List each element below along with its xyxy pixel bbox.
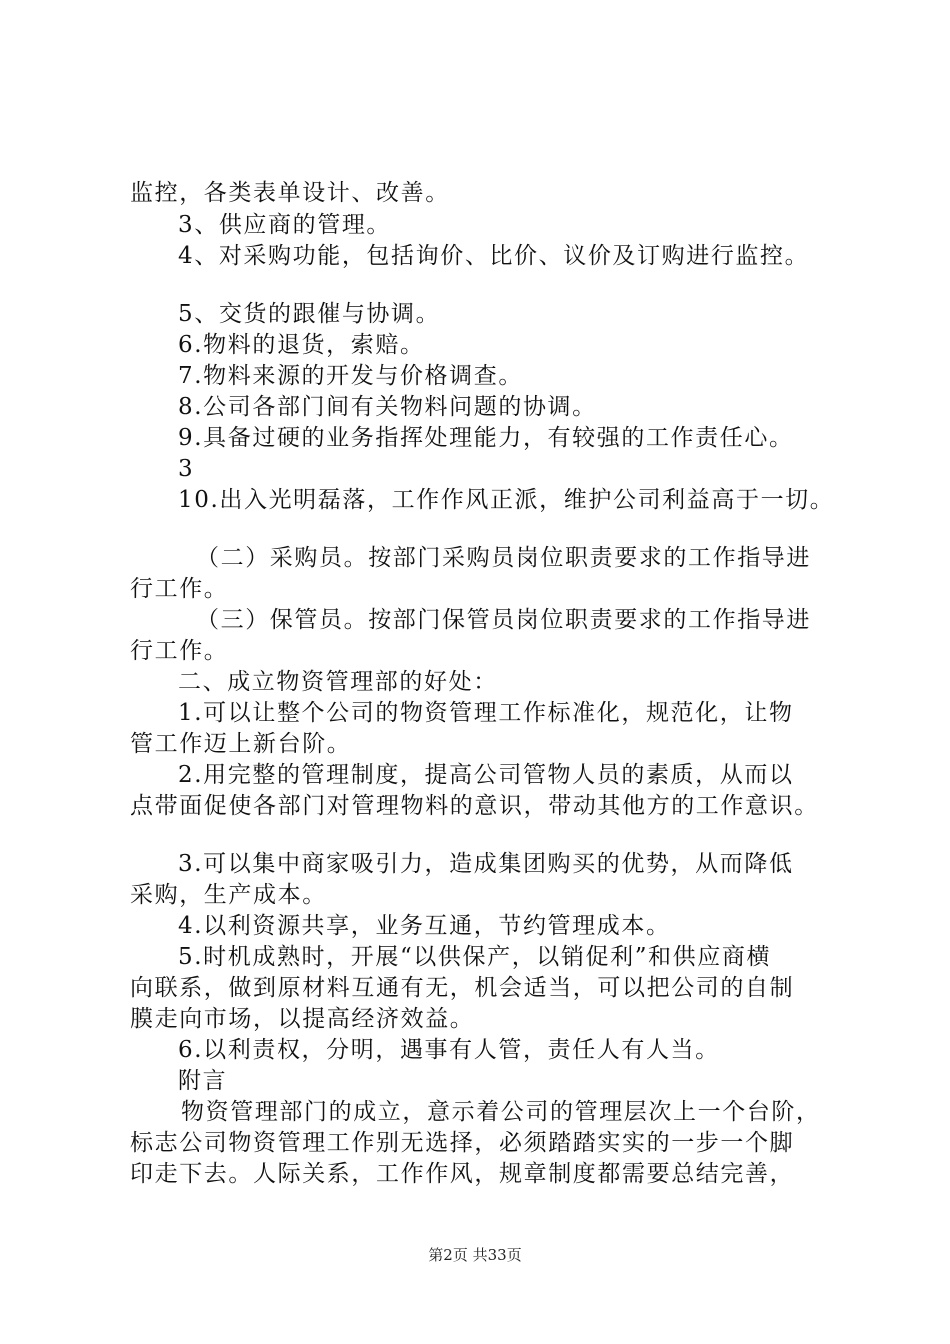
text-line: （三）保管员。按部门保管员岗位职责要求的工作指导进 [196,607,811,633]
text-line: 3、供应商的管理。 [178,212,392,238]
section-heading: 附言 [178,1068,228,1094]
text-line: 5.时机成熟时，开展“以供保产，以销促利”和供应商横 [178,944,772,970]
text-line: 8.公司各部门间有关物料问题的协调。 [178,394,597,420]
text-line: 膜走向市场，以提高经济效益。 [130,1006,475,1032]
text-line: 管工作迈上新台阶。 [130,731,352,757]
text-line: 5、交货的跟催与协调。 [178,301,441,327]
page-number-footer: 第2页 共33页 [428,1246,522,1264]
text-line: 向联系，做到原材料互通有无，机会适当，可以把公司的自制 [130,975,795,1001]
text-line: 4.以利资源共享，业务互通，节约管理成本。 [178,913,671,939]
text-line: 3 [178,456,195,482]
text-line: 4、对采购功能，包括询价、比价、议价及订购进行监控。 [178,243,810,269]
text-line: 点带面促使各部门对管理物料的意识，带动其他方的工作意识。 [130,793,819,819]
text-line: 标志公司物资管理工作别无选择，必须踏踏实实的一步一个脚 [130,1130,795,1156]
text-line: 1.可以让整个公司的物资管理工作标准化，规范化，让物 [178,700,794,726]
text-line: 2.用完整的管理制度，提高公司管物人员的素质，从而以 [178,762,794,788]
text-line: 行工作。 [130,638,229,664]
text-line: 10.出入光明磊落，工作作风正派，维护公司利益高于一切。 [178,487,835,513]
section-heading: 二、成立物资管理部的好处： [178,669,498,695]
text-line: （二）采购员。按部门采购员岗位职责要求的工作指导进 [196,545,811,571]
text-line: 9.具备过硬的业务指挥处理能力，有较强的工作责任心。 [178,425,794,451]
text-line: 印走下去。人际关系，工作作风，规章制度都需要总结完善， [130,1161,795,1187]
text-line: 3.可以集中商家吸引力，造成集团购买的优势，从而降低 [178,851,794,877]
text-line: 物资管理部门的成立，意示着公司的管理层次上一个台阶， [181,1099,821,1125]
text-line: 7.物料来源的开发与价格调查。 [178,363,523,389]
text-line: 行工作。 [130,576,229,602]
text-line: 6.以利责权，分明，遇事有人管，责任人有人当。 [178,1037,720,1063]
text-line: 6.物料的退货，索赔。 [178,332,425,358]
text-line: 采购，生产成本。 [130,882,327,908]
text-line: 监控，各类表单设计、改善。 [130,180,450,206]
